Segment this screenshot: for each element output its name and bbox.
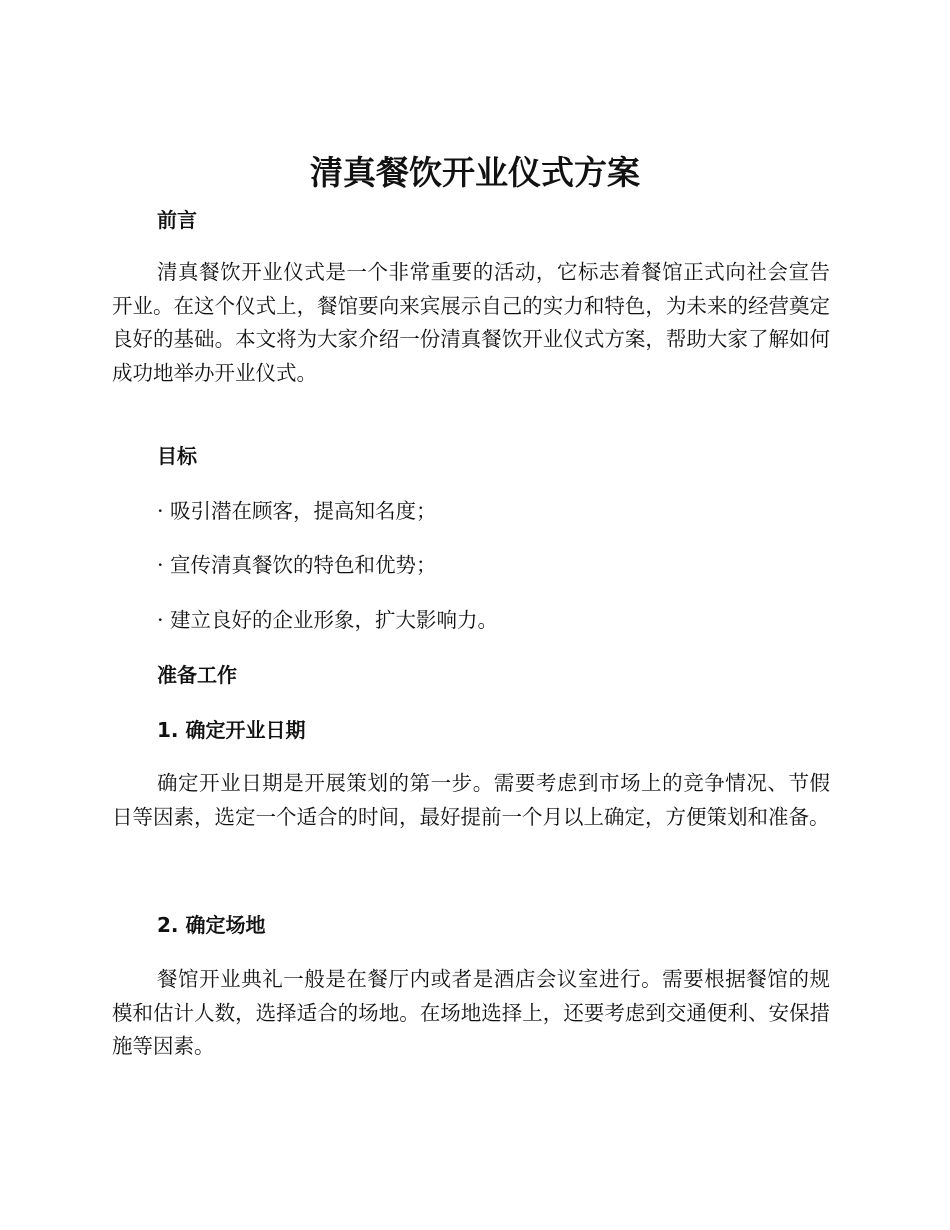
preparation-heading: 准备工作 xyxy=(157,663,237,687)
document-title: 清真餐饮开业仪式方案 xyxy=(310,153,640,192)
step1-paragraph: 确定开业日期是开展策划的第一步。需要考虑到市场上的竞争情况、节假日等因素，选定一个适合的时间，最好提前一个月以上确定，方便策划和准备。 xyxy=(112,771,830,829)
preface-paragraph: 清真餐饮开业仪式是一个非常重要的活动，它标志着餐馆正式向社会宣告开业。在这个仪式上，餐馆要向来宾展示自己的实力和特色，为未来的经营奠定良好的基础。本文将为大家介绍一份清真餐饮开业仪式方案，帮助大家了解如何成功地举办开业仪式。 xyxy=(112,260,830,385)
preface-heading: 前言 xyxy=(157,208,197,232)
step2-heading: 2. 确定场地 xyxy=(157,913,266,937)
step2-paragraph: 餐馆开业典礼一般是在餐厅内或者是酒店会议室进行。需要根据餐馆的规模和估计人数，选择适合的场地。在场地选择上，还要考虑到交通便利、安保措施等因素。 xyxy=(112,967,830,1058)
goal-item: · 吸引潜在顾客，提高知名度； xyxy=(157,499,437,523)
goal-item: · 建立良好的企业形象，扩大影响力。 xyxy=(157,608,499,632)
goals-heading: 目标 xyxy=(157,444,197,468)
step1-heading: 1. 确定开业日期 xyxy=(157,718,306,742)
goal-item: · 宣传清真餐饮的特色和优势； xyxy=(157,553,437,577)
